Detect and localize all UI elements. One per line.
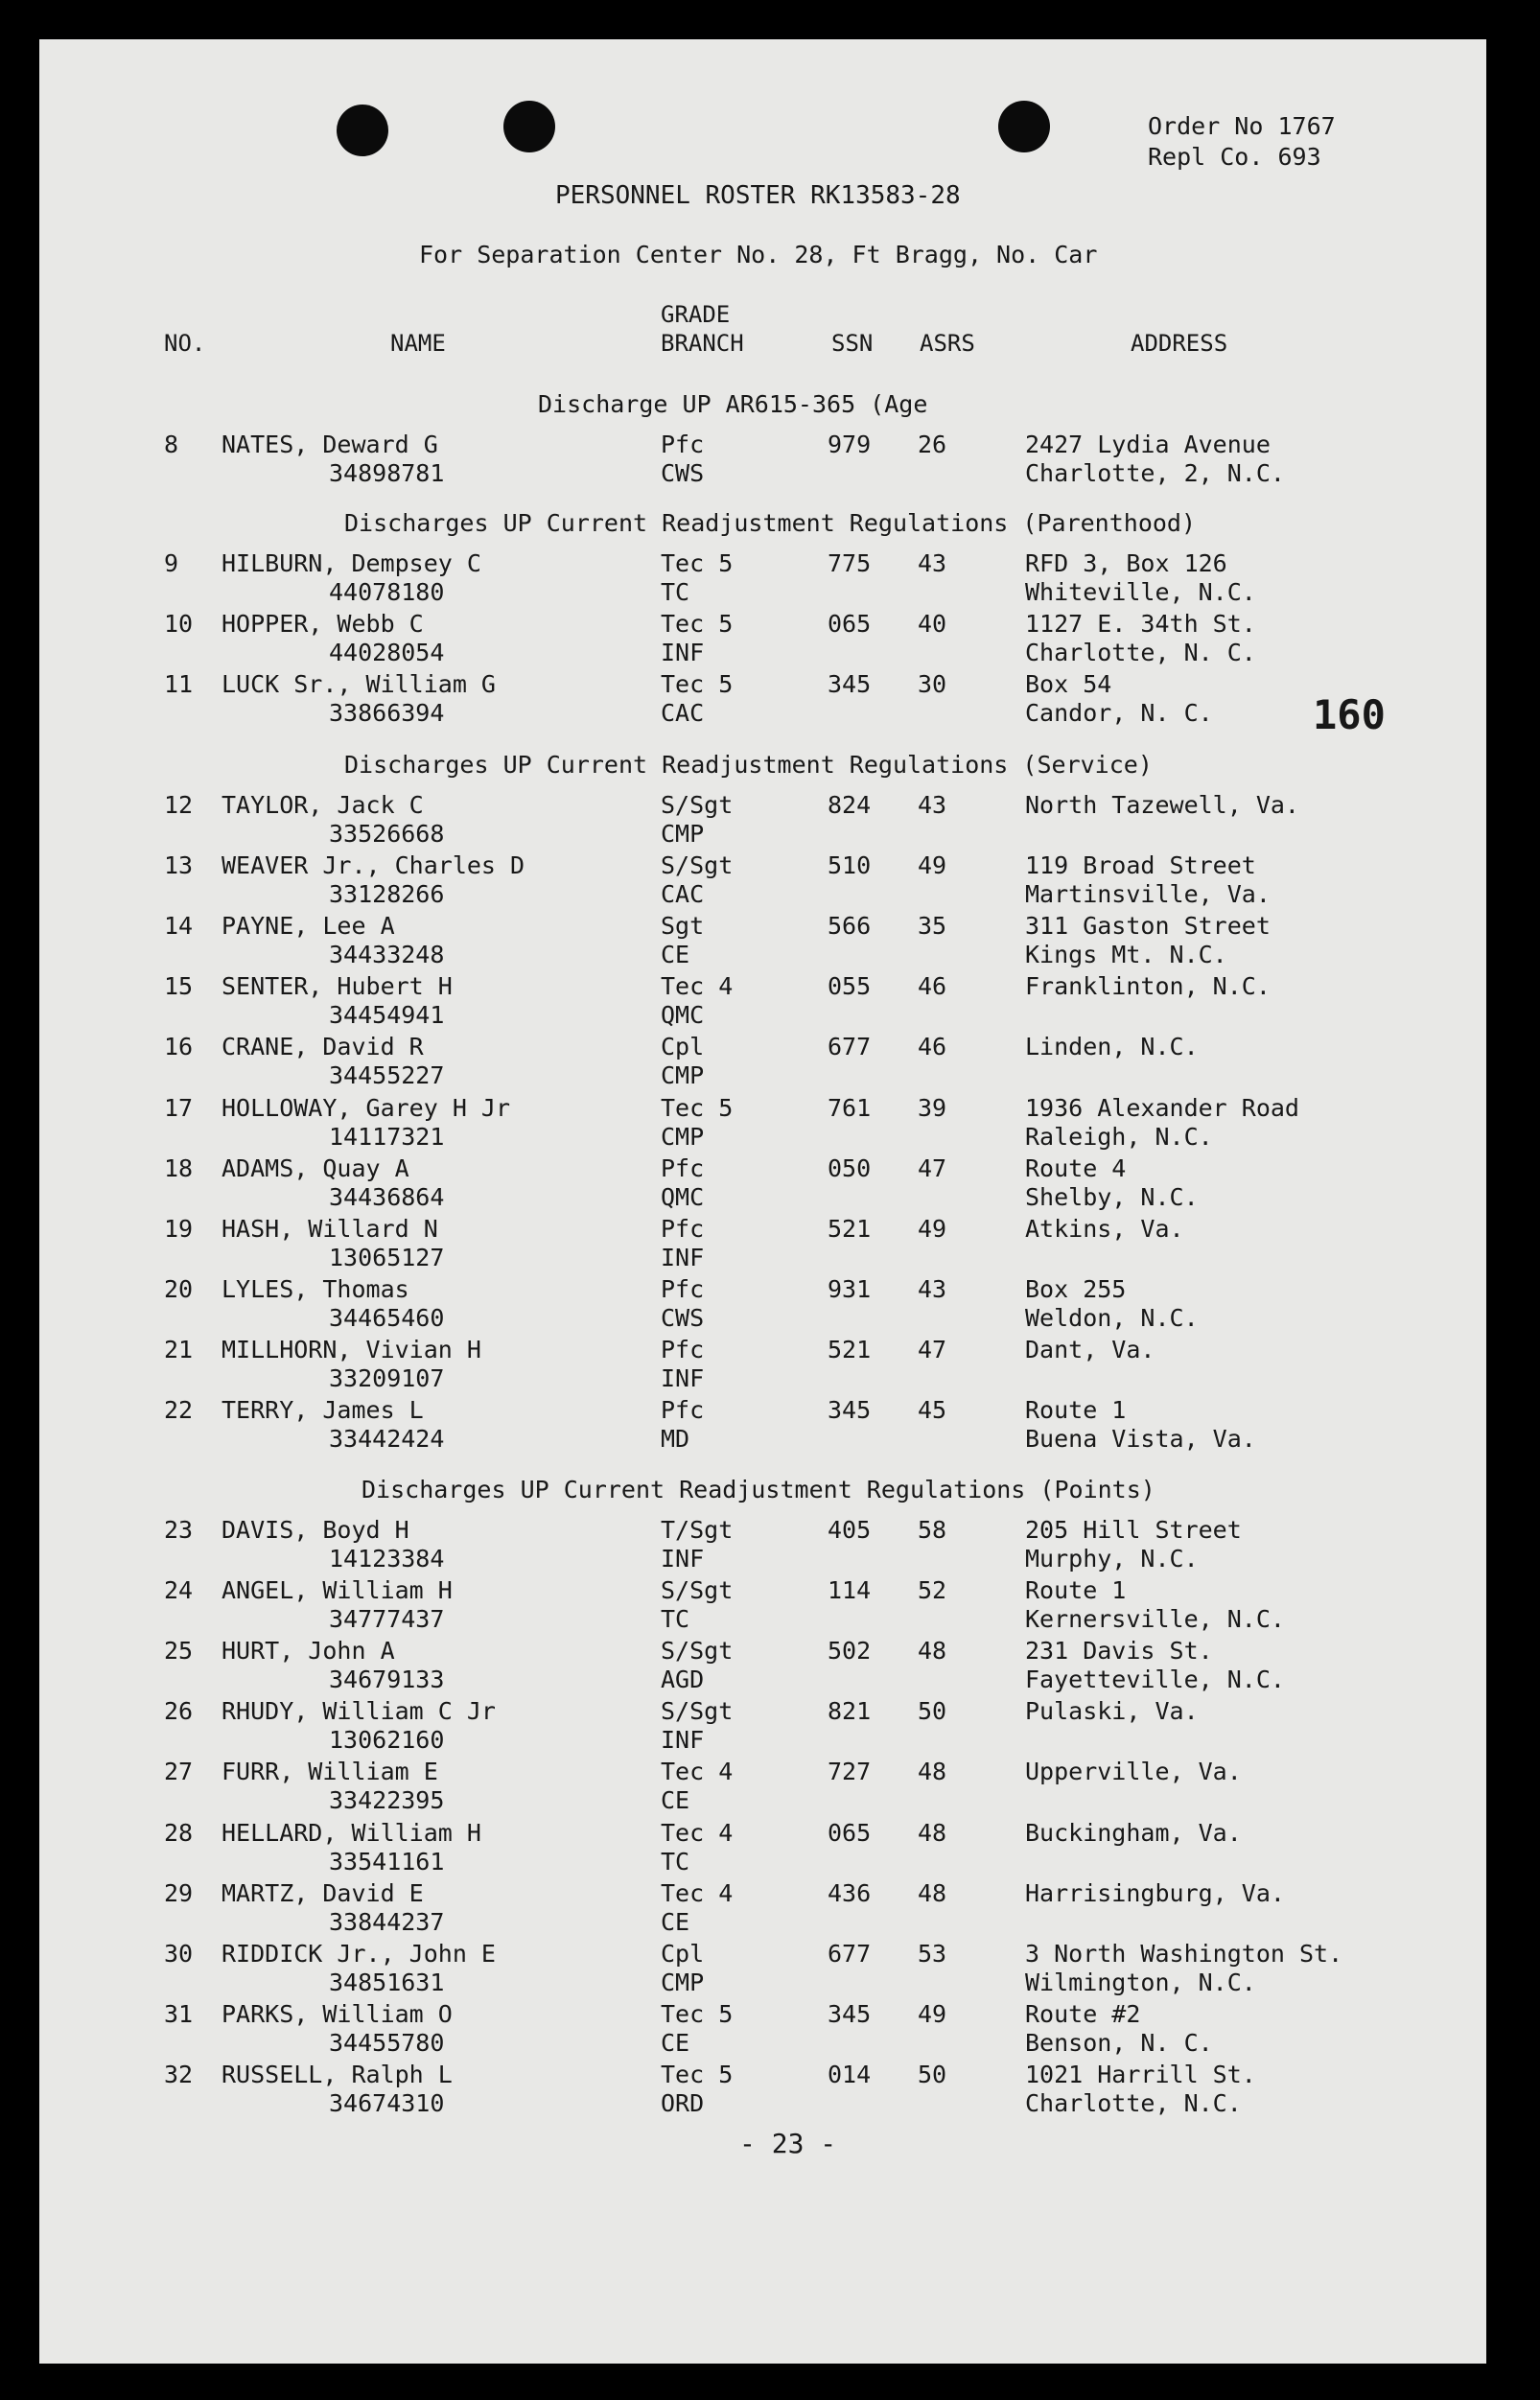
row-address-line1: Box 255 xyxy=(1025,1275,1127,1303)
row-asrs: 49 xyxy=(918,1215,947,1243)
row-asrs: 45 xyxy=(918,1396,947,1424)
row-address-line2: Whiteville, N.C. xyxy=(1025,578,1256,606)
row-address-line1: Route 1 xyxy=(1025,1576,1127,1604)
row-address-line1: Route 4 xyxy=(1025,1154,1127,1182)
row-ssn: 114 xyxy=(828,1576,872,1604)
row-grade: Tec 4 xyxy=(661,1819,734,1847)
row-asrs: 58 xyxy=(918,1516,947,1544)
row-address-line1: 205 Hill Street xyxy=(1025,1516,1242,1544)
row-number: 19 xyxy=(164,1215,194,1243)
row-serial: 14123384 xyxy=(329,1545,445,1573)
page-number: - 23 - xyxy=(739,2128,837,2159)
col-header-address: ADDRESS xyxy=(1131,330,1228,357)
row-ssn: 502 xyxy=(828,1637,872,1665)
row-name: DAVIS, Boyd H xyxy=(222,1516,409,1544)
row-asrs: 49 xyxy=(918,2000,947,2028)
row-address-line1: 231 Davis St. xyxy=(1025,1637,1213,1665)
section-heading: Discharge UP AR615-365 (Age xyxy=(538,390,928,418)
row-name: HURT, John A xyxy=(222,1637,395,1665)
row-grade: Pfc xyxy=(661,431,705,458)
row-ssn: 521 xyxy=(828,1336,872,1363)
row-asrs: 46 xyxy=(918,972,947,1000)
row-serial: 13065127 xyxy=(329,1244,445,1271)
row-serial: 33866394 xyxy=(329,699,445,727)
row-address-line1: Buckingham, Va. xyxy=(1025,1819,1242,1847)
row-serial: 33209107 xyxy=(329,1364,445,1392)
row-ssn: 345 xyxy=(828,2000,872,2028)
row-address-line2: Shelby, N.C. xyxy=(1025,1183,1199,1211)
row-grade: Cpl xyxy=(661,1940,705,1968)
row-serial: 33422395 xyxy=(329,1786,445,1814)
row-name: TAYLOR, Jack C xyxy=(222,791,424,819)
row-serial: 33541161 xyxy=(329,1848,445,1876)
row-grade: Sgt xyxy=(661,912,705,940)
row-branch: INF xyxy=(661,639,705,666)
row-branch: QMC xyxy=(661,1001,705,1029)
row-branch: ORD xyxy=(661,2089,705,2117)
row-branch: CE xyxy=(661,1908,690,1936)
row-serial: 34851631 xyxy=(329,1969,445,1996)
row-name: NATES, Deward G xyxy=(222,431,438,458)
row-grade: Tec 5 xyxy=(661,549,734,577)
punch-hole xyxy=(998,101,1050,152)
row-address-line1: Pulaski, Va. xyxy=(1025,1697,1199,1725)
row-ssn: 821 xyxy=(828,1697,872,1725)
row-number: 29 xyxy=(164,1879,194,1907)
row-number: 14 xyxy=(164,912,194,940)
row-serial: 33128266 xyxy=(329,880,445,908)
row-grade: Tec 4 xyxy=(661,1758,734,1785)
row-name: RHUDY, William C Jr xyxy=(222,1697,496,1725)
row-branch: CE xyxy=(661,1786,690,1814)
row-address-line2: Fayetteville, N.C. xyxy=(1025,1666,1285,1693)
row-name: PAYNE, Lee A xyxy=(222,912,395,940)
row-name: MILLHORN, Vivian H xyxy=(222,1336,481,1363)
row-ssn: 345 xyxy=(828,1396,872,1424)
row-number: 9 xyxy=(164,549,179,577)
row-number: 16 xyxy=(164,1033,194,1060)
row-address-line2: Charlotte, N.C. xyxy=(1025,2089,1242,2117)
repl-company: Repl Co. 693 xyxy=(1148,143,1321,171)
row-asrs: 48 xyxy=(918,1879,947,1907)
row-asrs: 39 xyxy=(918,1094,947,1122)
row-address-line2: Kings Mt. N.C. xyxy=(1025,941,1227,968)
row-ssn: 566 xyxy=(828,912,872,940)
row-asrs: 47 xyxy=(918,1336,947,1363)
row-name: HILBURN, Dempsey C xyxy=(222,549,481,577)
row-name: HELLARD, William H xyxy=(222,1819,481,1847)
row-number: 27 xyxy=(164,1758,194,1785)
row-serial: 34433248 xyxy=(329,941,445,968)
row-address-line2: Kernersville, N.C. xyxy=(1025,1605,1285,1633)
row-address-line1: Linden, N.C. xyxy=(1025,1033,1199,1060)
row-asrs: 48 xyxy=(918,1819,947,1847)
row-branch: INF xyxy=(661,1364,705,1392)
row-address-line2: Buena Vista, Va. xyxy=(1025,1425,1256,1453)
row-number: 24 xyxy=(164,1576,194,1604)
row-asrs: 49 xyxy=(918,851,947,879)
row-ssn: 521 xyxy=(828,1215,872,1243)
punch-hole xyxy=(503,101,555,152)
row-ssn: 065 xyxy=(828,1819,872,1847)
row-number: 18 xyxy=(164,1154,194,1182)
row-serial: 34898781 xyxy=(329,459,445,487)
row-address-line1: Dant, Va. xyxy=(1025,1336,1155,1363)
row-number: 15 xyxy=(164,972,194,1000)
row-serial: 33526668 xyxy=(329,820,445,848)
row-serial: 34679133 xyxy=(329,1666,445,1693)
row-number: 10 xyxy=(164,610,194,638)
row-name: TERRY, James L xyxy=(222,1396,424,1424)
row-asrs: 52 xyxy=(918,1576,947,1604)
row-grade: Pfc xyxy=(661,1215,705,1243)
row-name: WEAVER Jr., Charles D xyxy=(222,851,525,879)
row-branch: TC xyxy=(661,578,690,606)
row-address-line1: Atkins, Va. xyxy=(1025,1215,1184,1243)
row-address-line1: Franklinton, N.C. xyxy=(1025,972,1271,1000)
row-ssn: 761 xyxy=(828,1094,872,1122)
row-address-line1: RFD 3, Box 126 xyxy=(1025,549,1227,577)
row-serial: 44028054 xyxy=(329,639,445,666)
row-ssn: 510 xyxy=(828,851,872,879)
row-ssn: 727 xyxy=(828,1758,872,1785)
row-address-line1: 1936 Alexander Road xyxy=(1025,1094,1299,1122)
row-grade: Cpl xyxy=(661,1033,705,1060)
row-number: 31 xyxy=(164,2000,194,2028)
row-asrs: 48 xyxy=(918,1758,947,1785)
row-number: 12 xyxy=(164,791,194,819)
row-branch: CE xyxy=(661,941,690,968)
row-serial: 34465460 xyxy=(329,1304,445,1332)
row-branch: CMP xyxy=(661,1969,705,1996)
row-asrs: 30 xyxy=(918,670,947,698)
section-heading: Discharges UP Current Readjustment Regulations (Parenthood) xyxy=(344,509,1197,537)
row-ssn: 050 xyxy=(828,1154,872,1182)
row-grade: Tec 5 xyxy=(661,2000,734,2028)
row-address-line1: 2427 Lydia Avenue xyxy=(1025,431,1271,458)
row-branch: MD xyxy=(661,1425,690,1453)
roster-subtitle: For Separation Center No. 28, Ft Bragg, No. Car xyxy=(419,241,1098,268)
row-serial: 34454941 xyxy=(329,1001,445,1029)
row-number: 8 xyxy=(164,431,179,458)
row-asrs: 47 xyxy=(918,1154,947,1182)
row-address-line2: Benson, N. C. xyxy=(1025,2029,1213,2057)
row-name: MARTZ, David E xyxy=(222,1879,424,1907)
row-grade: Pfc xyxy=(661,1336,705,1363)
row-number: 13 xyxy=(164,851,194,879)
row-asrs: 43 xyxy=(918,549,947,577)
row-name: PARKS, William O xyxy=(222,2000,453,2028)
row-asrs: 26 xyxy=(918,431,947,458)
row-ssn: 677 xyxy=(828,1940,872,1968)
row-branch: CE xyxy=(661,2029,690,2057)
row-number: 21 xyxy=(164,1336,194,1363)
row-name: RUSSELL, Ralph L xyxy=(222,2061,453,2088)
col-header-name: NAME xyxy=(390,330,446,357)
row-asrs: 43 xyxy=(918,791,947,819)
row-branch: CMP xyxy=(661,1123,705,1151)
row-address-line2: Raleigh, N.C. xyxy=(1025,1123,1213,1151)
row-address-line1: Route #2 xyxy=(1025,2000,1141,2028)
row-serial: 34674310 xyxy=(329,2089,445,2117)
row-serial: 33442424 xyxy=(329,1425,445,1453)
row-number: 22 xyxy=(164,1396,194,1424)
row-name: LUCK Sr., William G xyxy=(222,670,496,698)
row-serial: 44078180 xyxy=(329,578,445,606)
row-branch: CMP xyxy=(661,1061,705,1089)
row-grade: Pfc xyxy=(661,1275,705,1303)
row-name: HOPPER, Webb C xyxy=(222,610,424,638)
row-grade: Tec 4 xyxy=(661,972,734,1000)
row-ssn: 065 xyxy=(828,610,872,638)
row-grade: S/Sgt xyxy=(661,1637,734,1665)
row-number: 23 xyxy=(164,1516,194,1544)
row-grade: S/Sgt xyxy=(661,1576,734,1604)
row-branch: CAC xyxy=(661,699,705,727)
row-address-line2: Murphy, N.C. xyxy=(1025,1545,1199,1573)
row-address-line2: Wilmington, N.C. xyxy=(1025,1969,1256,1996)
row-asrs: 48 xyxy=(918,1637,947,1665)
row-name: ADAMS, Quay A xyxy=(222,1154,409,1182)
row-name: ANGEL, William H xyxy=(222,1576,453,1604)
row-number: 17 xyxy=(164,1094,194,1122)
row-number: 28 xyxy=(164,1819,194,1847)
row-branch: CWS xyxy=(661,1304,705,1332)
row-ssn: 436 xyxy=(828,1879,872,1907)
col-header-ssn: SSN xyxy=(831,330,874,357)
row-ssn: 405 xyxy=(828,1516,872,1544)
row-address-line1: North Tazewell, Va. xyxy=(1025,791,1299,819)
row-name: HASH, Willard N xyxy=(222,1215,438,1243)
row-serial: 34455227 xyxy=(329,1061,445,1089)
roster-title: PERSONNEL ROSTER RK13583-28 xyxy=(555,181,961,210)
row-ssn: 979 xyxy=(828,431,872,458)
row-number: 20 xyxy=(164,1275,194,1303)
margin-number: 160 xyxy=(1313,691,1386,738)
row-branch: CAC xyxy=(661,880,705,908)
roster-page xyxy=(39,39,1486,2364)
row-branch: TC xyxy=(661,1605,690,1633)
row-address-line1: Route 1 xyxy=(1025,1396,1127,1424)
row-branch: CWS xyxy=(661,459,705,487)
row-grade: Pfc xyxy=(661,1154,705,1182)
row-address-line1: 1127 E. 34th St. xyxy=(1025,610,1256,638)
col-header-no: NO. xyxy=(164,330,206,357)
row-number: 11 xyxy=(164,670,194,698)
row-grade: S/Sgt xyxy=(661,791,734,819)
row-grade: Tec 5 xyxy=(661,610,734,638)
row-name: SENTER, Hubert H xyxy=(222,972,453,1000)
col-header-branch: BRANCH xyxy=(661,330,744,357)
row-asrs: 35 xyxy=(918,912,947,940)
row-address-line2: Charlotte, 2, N.C. xyxy=(1025,459,1285,487)
row-name: CRANE, David R xyxy=(222,1033,424,1060)
row-grade: Tec 4 xyxy=(661,1879,734,1907)
row-address-line1: Upperville, Va. xyxy=(1025,1758,1242,1785)
row-ssn: 014 xyxy=(828,2061,872,2088)
section-heading: Discharges UP Current Readjustment Regulations (Service) xyxy=(344,751,1153,779)
row-asrs: 50 xyxy=(918,1697,947,1725)
row-address-line1: Harrisingburg, Va. xyxy=(1025,1879,1285,1907)
row-asrs: 40 xyxy=(918,610,947,638)
row-address-line2: Weldon, N.C. xyxy=(1025,1304,1199,1332)
row-grade: S/Sgt xyxy=(661,851,734,879)
section-heading: Discharges UP Current Readjustment Regulations (Points) xyxy=(362,1476,1155,1503)
row-branch: AGD xyxy=(661,1666,705,1693)
row-branch: QMC xyxy=(661,1183,705,1211)
row-asrs: 43 xyxy=(918,1275,947,1303)
row-ssn: 677 xyxy=(828,1033,872,1060)
row-ssn: 775 xyxy=(828,549,872,577)
row-name: HOLLOWAY, Garey H Jr xyxy=(222,1094,511,1122)
row-serial: 34455780 xyxy=(329,2029,445,2057)
row-grade: S/Sgt xyxy=(661,1697,734,1725)
row-grade: Pfc xyxy=(661,1396,705,1424)
row-number: 30 xyxy=(164,1940,194,1968)
row-grade: T/Sgt xyxy=(661,1516,734,1544)
row-ssn: 055 xyxy=(828,972,872,1000)
row-name: LYLES, Thomas xyxy=(222,1275,409,1303)
row-branch: CMP xyxy=(661,820,705,848)
row-name: FURR, William E xyxy=(222,1758,438,1785)
row-number: 26 xyxy=(164,1697,194,1725)
row-grade: Tec 5 xyxy=(661,2061,734,2088)
row-ssn: 824 xyxy=(828,791,872,819)
row-ssn: 931 xyxy=(828,1275,872,1303)
row-address-line2: Martinsville, Va. xyxy=(1025,880,1271,908)
row-branch: TC xyxy=(661,1848,690,1876)
row-branch: INF xyxy=(661,1244,705,1271)
row-branch: INF xyxy=(661,1726,705,1754)
row-address-line1: 1021 Harrill St. xyxy=(1025,2061,1256,2088)
row-serial: 33844237 xyxy=(329,1908,445,1936)
row-address-line1: 3 North Washington St. xyxy=(1025,1940,1343,1968)
col-header-grade: GRADE xyxy=(661,301,731,328)
row-serial: 34777437 xyxy=(329,1605,445,1633)
row-address-line2: Charlotte, N. C. xyxy=(1025,639,1256,666)
row-grade: Tec 5 xyxy=(661,670,734,698)
row-serial: 13062160 xyxy=(329,1726,445,1754)
row-ssn: 345 xyxy=(828,670,872,698)
row-address-line1: 311 Gaston Street xyxy=(1025,912,1271,940)
row-asrs: 46 xyxy=(918,1033,947,1060)
row-number: 25 xyxy=(164,1637,194,1665)
punch-hole xyxy=(337,105,388,156)
row-serial: 34436864 xyxy=(329,1183,445,1211)
order-number: Order No 1767 xyxy=(1148,112,1336,140)
row-address-line1: Box 54 xyxy=(1025,670,1112,698)
row-grade: Tec 5 xyxy=(661,1094,734,1122)
row-branch: INF xyxy=(661,1545,705,1573)
row-address-line2: Candor, N. C. xyxy=(1025,699,1213,727)
row-number: 32 xyxy=(164,2061,194,2088)
row-address-line1: 119 Broad Street xyxy=(1025,851,1256,879)
row-asrs: 50 xyxy=(918,2061,947,2088)
col-header-asrs: ASRS xyxy=(920,330,975,357)
row-name: RIDDICK Jr., John E xyxy=(222,1940,496,1968)
row-asrs: 53 xyxy=(918,1940,947,1968)
row-serial: 14117321 xyxy=(329,1123,445,1151)
